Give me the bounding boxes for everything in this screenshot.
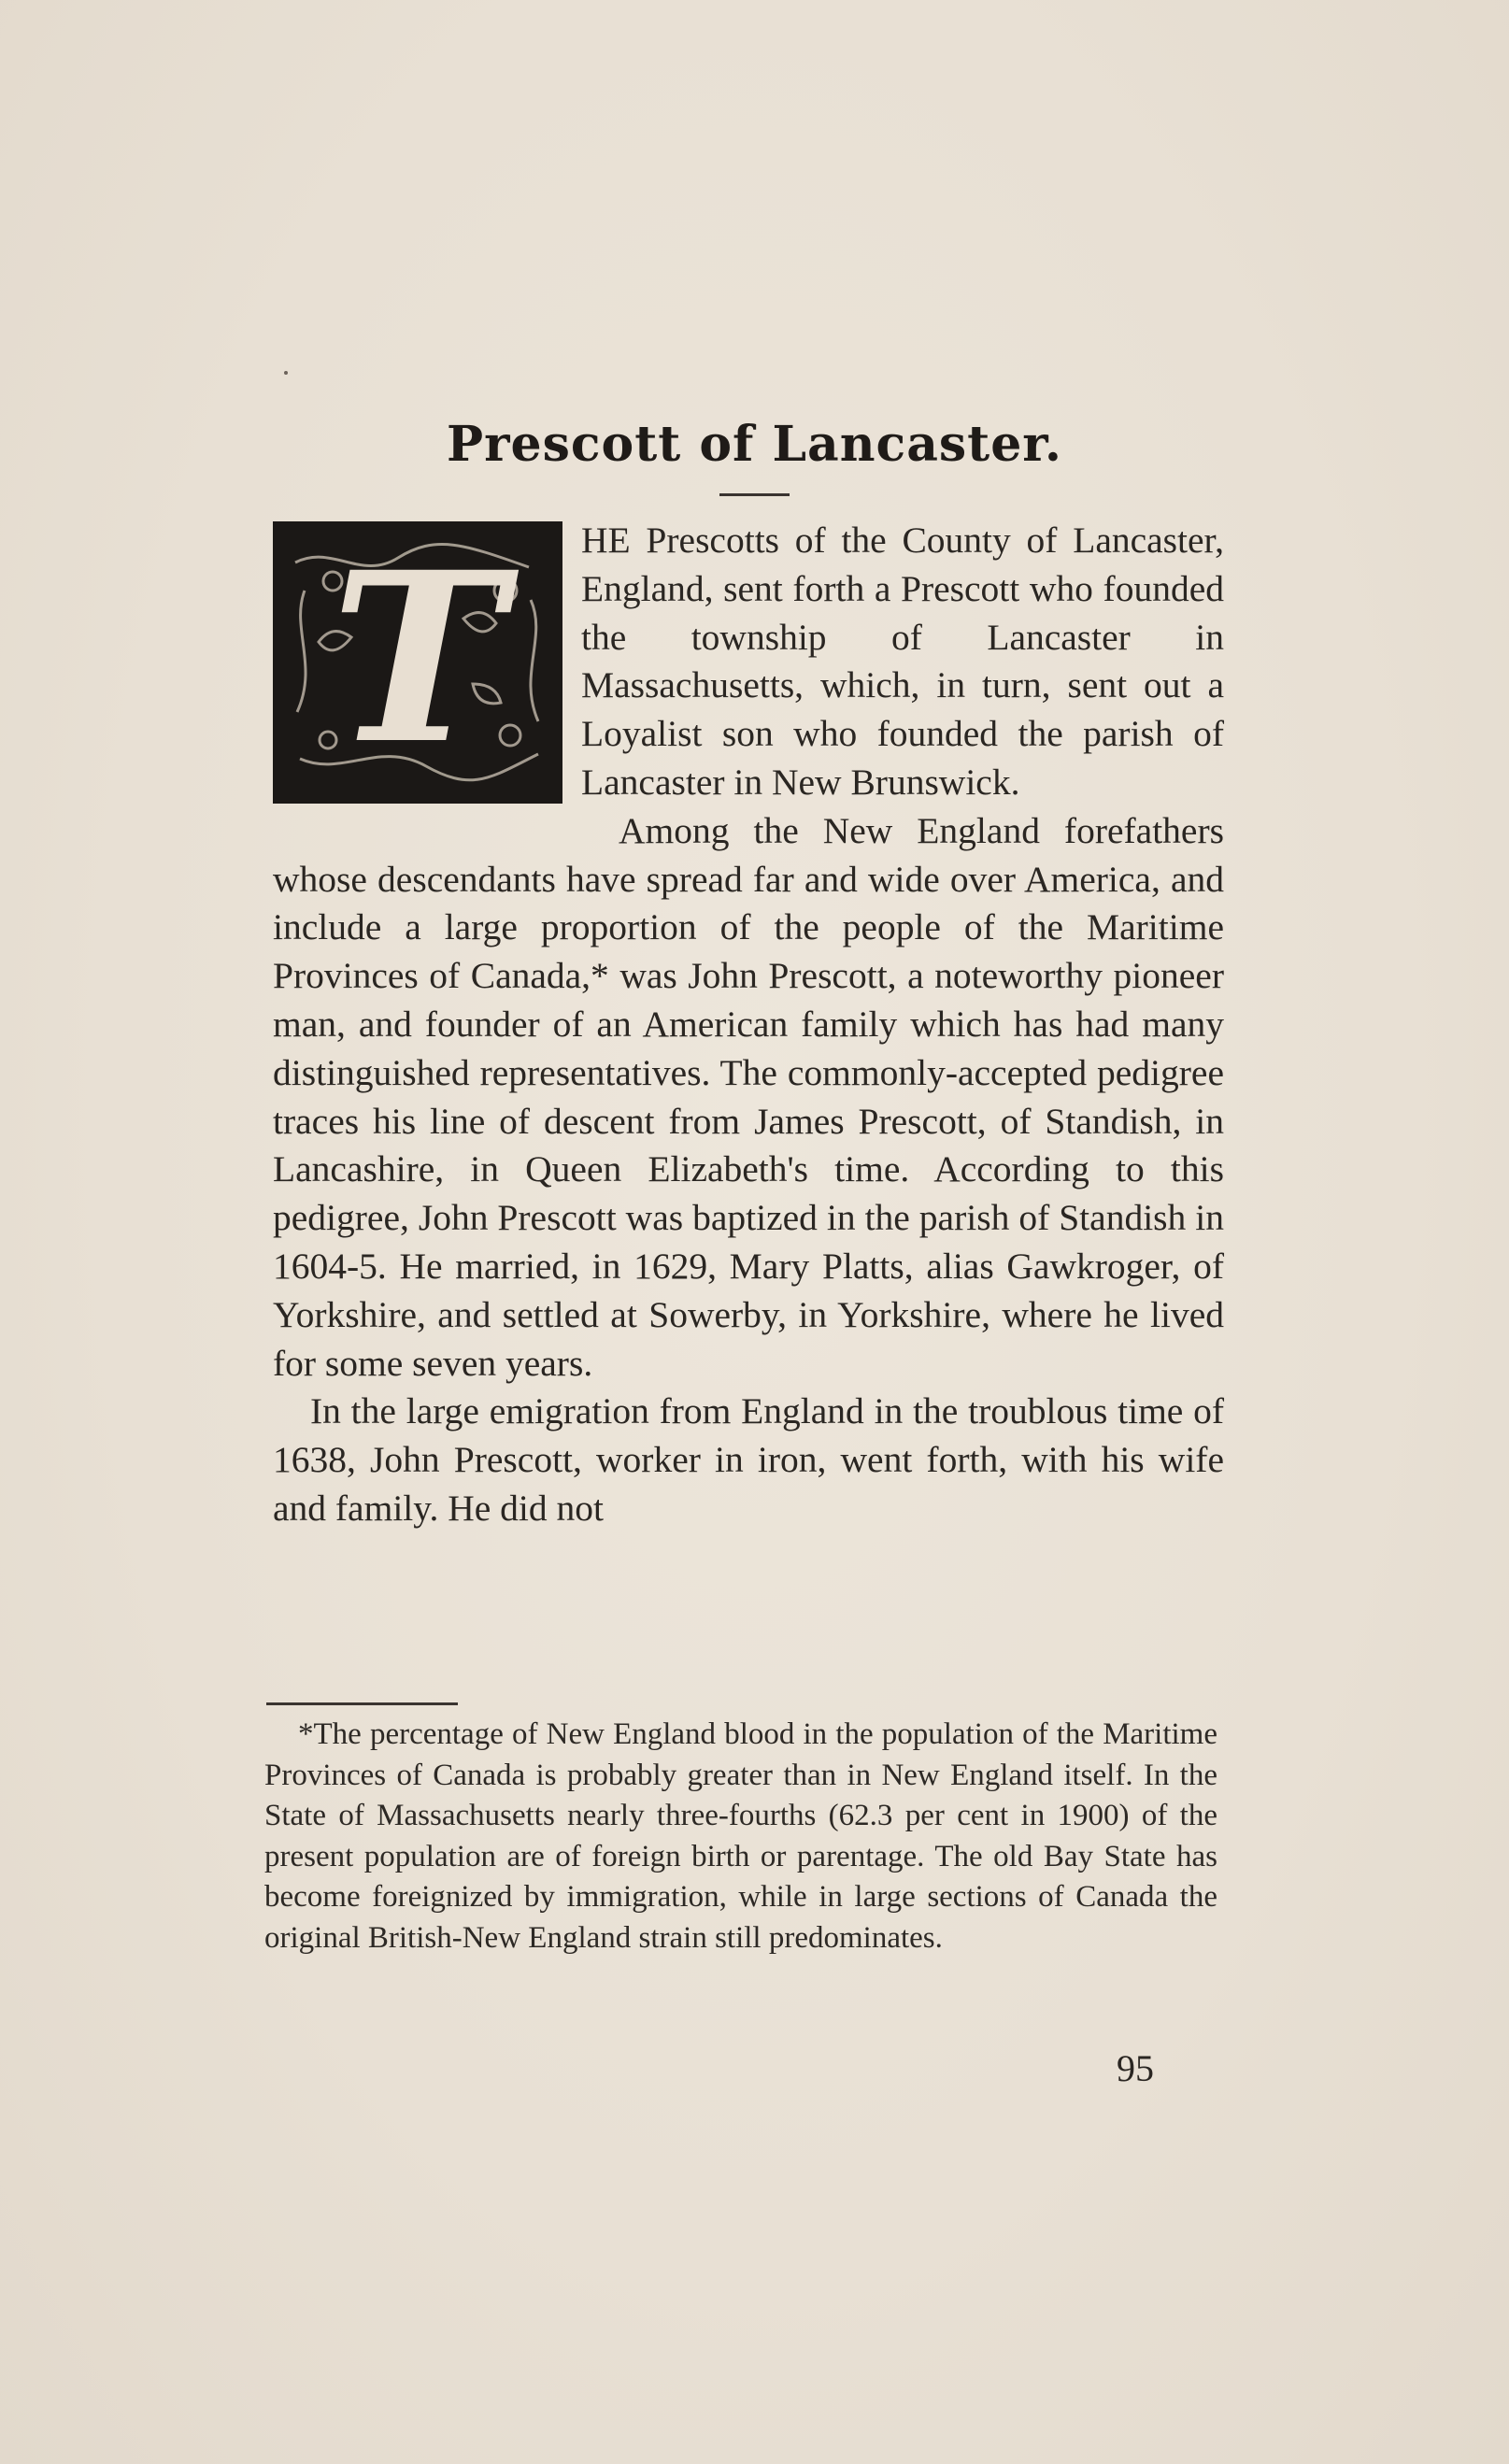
paragraph-2: Among the New England forefathers whose descendants have spread far and wide over America, and include a large proportion of the people of the Maritime Provinces of Canada,* was John Prescott, a noteworthy pioneer man, and founder of an American family which has had many distinguished representatives. The commonly-accepted pedigree traces his line of descent from James Prescott, of Standish, in Lancashire, in Queen Elizabeth's time. According to this pedigree, John Prescott was baptized in the parish of Standish in 1604-5. He married, in 1629, Mary Platts, alias Gawkroger, of Yorkshire, and settled at Sowerby, in Yorkshire, where he lived for some seven years.: [273, 809, 1224, 1384]
footnote-text: *The percentage of New England blood in the population of the Maritime Provinces of Canada is probably greater than in New England itself. In the State of Massachusetts nearly three-fourths (62.3 per cent in 1900) of the present population are of foreign birth or parentage. The old Bay State has become foreignized by immigration, while in large sections of Canada the original British-New England strain still predominates.: [264, 1717, 1217, 1955]
page-number: 95: [1117, 2047, 1154, 2089]
margin-mark: [284, 371, 288, 375]
footnote: [264, 1715, 1217, 1958]
body-text: [273, 517, 1224, 1533]
title-rule: [719, 493, 790, 496]
footnote-rule: [266, 1702, 458, 1705]
paragraph-1: HE Prescotts of the County of Lancaster, England, sent forth a Prescott who founded the township of Lancaster in Massachusetts, which, in turn, sent out a Loyalist son who founded the parish of Lancaster in New Brunswick.: [581, 520, 1224, 803]
chapter-title: Prescott of Lancaster.: [446, 416, 1063, 473]
drop-cap-space: [273, 517, 581, 839]
drop-cap-letter: T: [330, 520, 505, 795]
paragraph-3: In the large emigration from England in the troublous time of 1638, John Prescott, worker in iron, went forth, with his wife and family. He did not: [273, 1390, 1224, 1529]
